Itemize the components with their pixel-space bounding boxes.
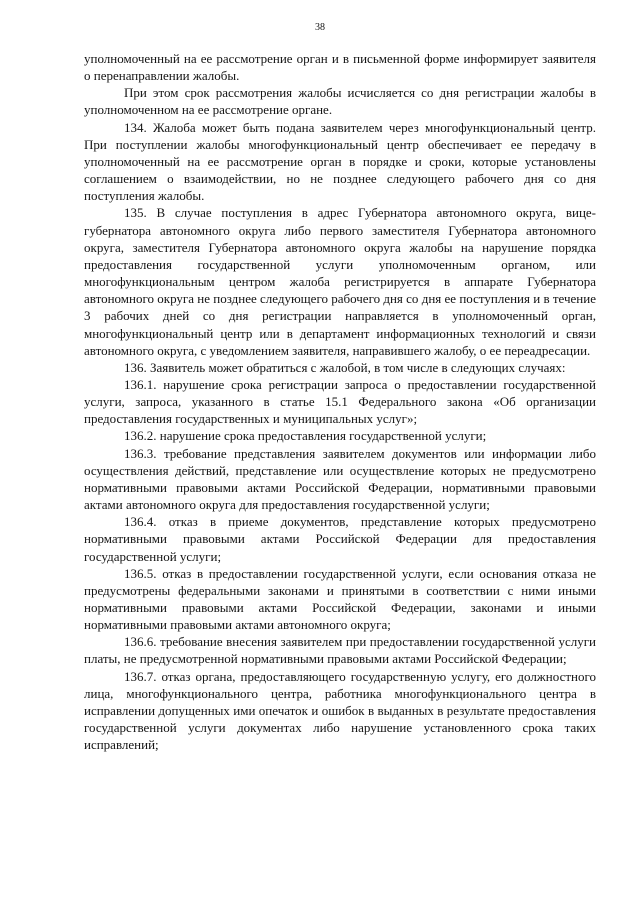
paragraph-136-2: 136.2. нарушение срока предоставления государственной услуги;: [124, 428, 487, 444]
paragraph-136-6: 136.6. требование внесения заявителем при предоставлении государственной услуги платы, не предусмотренной нормативными правовыми актами Российской Федерации;: [84, 634, 596, 667]
paragraph-136-7: 136.7. отказ органа, предоставляющего государственную услугу, его должностного лица, многофункционального центра, работника многофункционального центра в исправлении допущенных ими опечаток и ошибок в выданных в результате предоставления государственной услуги документах либо нарушение установленного срока таких исправлений;: [84, 668, 596, 753]
paragraph-134: 134. Жалоба может быть подана заявителем через многофункциональный центр. При поступлении жалобы многофункциональный центр обеспечивает ее передачу в уполномоченный на ее рассмотрение орган в порядке и сроки, которые установлены соглашением о взаимодействии, но не позднее следующего рабочего дня со дня поступления жалобы.: [84, 119, 596, 204]
page-number: 38: [315, 22, 325, 33]
document-body: [84, 50, 596, 753]
paragraph-continuation: уполномоченный на ее рассмотрение орган и в письменной форме информирует заявителя о перенаправлении жалобы.: [84, 51, 596, 84]
paragraph-136-1: 136.1. нарушение срока регистрации запроса о предоставлении государственной услуги, запроса, указанного в статье 15.1 Федерального закона «Об организации предоставления государственных и муниципальных услуг»;: [84, 376, 596, 427]
paragraph-135: 135. В случае поступления в адрес Губернатора автономного округа, вице-губернатора автономного округа либо первого заместителя Губернатора автономного округа, заместителя Губернатора автономного округа жалобы на нарушение порядка предоставления государственной услуги уполномоченным органом, или многофункциональным центром жалоба регистрируется в аппарате Губернатора автономного округа не позднее следующего рабочего дня со дня ее поступления и в течение 3 рабочих дней со дня регистрации направляется в уполномоченный орган, многофункциональный центр или в департамент информационных технологий и связи автономного округа, с уведомлением заявителя, направившего жалобу, о ее переадресации.: [84, 205, 596, 358]
paragraph-136-3: 136.3. требование представления заявителем документов или информации либо осуществления действий, представление или осуществление которых не предусмотрено нормативными правовыми актами Российской Федерации, нормативными правовыми актами автономного округа для предоставления государственной услуги;: [84, 445, 596, 513]
paragraph-complaint-term: При этом срок рассмотрения жалобы исчисляется со дня регистрации жалобы в уполномоченном на ее рассмотрение органе.: [84, 85, 596, 118]
paragraph-136: 136. Заявитель может обратиться с жалобой, в том числе в следующих случаях:: [124, 359, 566, 375]
paragraph-136-5: 136.5. отказ в предоставлении государственной услуги, если основания отказа не предусмотрены федеральными законами и принятыми в соответствии с ними иными нормативными правовыми актами Российской Федерации, законами и иными нормативными правовыми актами автономного округа;: [84, 565, 596, 633]
paragraph-136-4: 136.4. отказ в приеме документов, представление которых предусмотрено нормативными правовыми актами Российской Федерации для предоставления государственной услуги;: [84, 514, 596, 564]
